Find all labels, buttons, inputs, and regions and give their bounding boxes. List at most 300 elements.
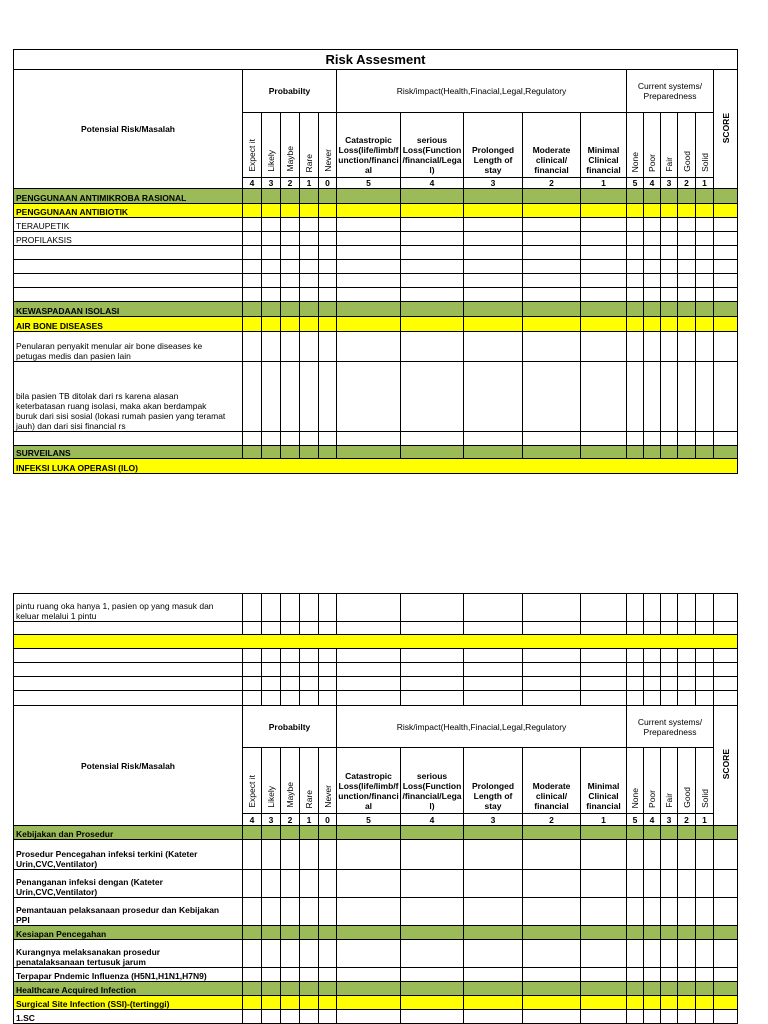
grid-cell: [401, 982, 464, 996]
grid-cell: [337, 594, 401, 622]
grid-cell: [523, 898, 581, 926]
grid-cell: [714, 317, 738, 332]
grid-cell: [319, 870, 337, 898]
grid-cell: [300, 677, 319, 691]
grid-cell: [523, 432, 581, 446]
value-maybe: 2: [281, 178, 300, 189]
header-maybe: Maybe: [281, 113, 300, 178]
grid-cell: [281, 663, 300, 677]
grid-cell: [300, 332, 319, 362]
grid-cell: [696, 940, 714, 968]
grid-cell: [581, 302, 627, 317]
value-solid: 1: [696, 178, 714, 189]
grid-cell: [696, 432, 714, 446]
row-antimikroba-rasional: PENGGUNAAN ANTIMIKROBA RASIONAL: [14, 189, 243, 204]
grid-cell: [696, 446, 714, 459]
grid-cell: [464, 826, 523, 840]
grid-cell: [262, 302, 281, 317]
grid-cell: [627, 232, 644, 246]
grid-cell: [281, 432, 300, 446]
table-row: [14, 940, 738, 968]
grid-cell: [644, 260, 661, 274]
grid-cell: [696, 246, 714, 260]
grid-cell: [281, 1010, 300, 1024]
header-moderate: Moderate clinical/ financial: [523, 748, 581, 814]
grid-cell: [661, 968, 678, 982]
table-row: [14, 317, 738, 332]
grid-cell: [581, 898, 627, 926]
grid-cell: [627, 189, 644, 204]
grid-cell: [281, 446, 300, 459]
grid-cell: [714, 663, 738, 677]
grid-cell: [696, 677, 714, 691]
grid-cell: [627, 432, 644, 446]
grid-cell: [696, 204, 714, 218]
grid-cell: [300, 622, 319, 635]
grid-cell: [300, 260, 319, 274]
table-row: [14, 362, 738, 432]
grid-cell: [696, 1010, 714, 1024]
grid-cell: [696, 870, 714, 898]
grid-cell: [661, 691, 678, 706]
grid-cell: [714, 940, 738, 968]
grid-cell: [714, 332, 738, 362]
grid-cell: [581, 996, 627, 1010]
grid-cell: [300, 189, 319, 204]
grid-cell: [319, 246, 337, 260]
value-fair: 3: [661, 178, 678, 189]
grid-cell: [337, 968, 401, 982]
grid-cell: [678, 362, 696, 432]
value-moderate: 2: [523, 178, 581, 189]
grid-cell: [661, 1010, 678, 1024]
grid-cell: [644, 446, 661, 459]
grid-cell: [523, 246, 581, 260]
header-rare: Rare: [300, 113, 319, 178]
grid-cell: [523, 649, 581, 663]
grid-cell: [714, 362, 738, 432]
table-row: [14, 332, 738, 362]
value-rare: 1: [300, 814, 319, 826]
grid-cell: [401, 594, 464, 622]
grid-cell: [678, 432, 696, 446]
grid-cell: [401, 898, 464, 926]
grid-cell: [714, 926, 738, 940]
grid-cell: [627, 1010, 644, 1024]
grid-cell: [262, 649, 281, 663]
value-good: 2: [678, 178, 696, 189]
row-empty: [14, 288, 243, 302]
grid-cell: [627, 996, 644, 1010]
grid-cell: [678, 246, 696, 260]
grid-cell: [243, 446, 262, 459]
grid-cell: [243, 898, 262, 926]
grid-cell: [401, 302, 464, 317]
value-serious: 4: [401, 178, 464, 189]
grid-cell: [523, 870, 581, 898]
risk-assessment-table-2: [13, 593, 738, 1024]
grid-cell: [464, 663, 523, 677]
grid-cell: [281, 622, 300, 635]
grid-cell: [337, 317, 401, 332]
grid-cell: [319, 260, 337, 274]
grid-cell: [262, 663, 281, 677]
grid-cell: [262, 246, 281, 260]
grid-cell: [262, 218, 281, 232]
grid-cell: [300, 940, 319, 968]
grid-cell: [581, 204, 627, 218]
grid-cell: [300, 302, 319, 317]
grid-cell: [319, 996, 337, 1010]
grid-cell: [523, 622, 581, 635]
grid-cell: [644, 691, 661, 706]
grid-cell: [464, 362, 523, 432]
grid-cell: [661, 663, 678, 677]
grid-cell: [401, 691, 464, 706]
grid-cell: [581, 1010, 627, 1024]
grid-cell: [661, 926, 678, 940]
header-expect-it: Expect it: [243, 748, 262, 814]
grid-cell: [281, 274, 300, 288]
grid-cell: [401, 663, 464, 677]
grid-cell: [243, 232, 262, 246]
row-empty: [14, 432, 243, 446]
row-sc: 1.SC: [14, 1010, 243, 1024]
grid-cell: [262, 982, 281, 996]
grid-cell: [262, 996, 281, 1010]
grid-cell: [319, 274, 337, 288]
header-serious: serious Loss(Function/financial/Legal): [401, 113, 464, 178]
grid-cell: [714, 870, 738, 898]
grid-cell: [627, 204, 644, 218]
grid-cell: [300, 274, 319, 288]
value-poor: 4: [644, 814, 661, 826]
grid-cell: [243, 432, 262, 446]
grid-cell: [627, 649, 644, 663]
grid-cell: [696, 594, 714, 622]
row-pemantauan: Pemantauan pelaksanaan prosedur dan Kebijakan PPI: [14, 898, 243, 926]
grid-cell: [644, 926, 661, 940]
grid-cell: [627, 982, 644, 996]
grid-cell: [464, 432, 523, 446]
grid-cell: [337, 332, 401, 362]
grid-cell: [281, 288, 300, 302]
grid-cell: [523, 1010, 581, 1024]
grid-cell: [401, 677, 464, 691]
grid-cell: [281, 691, 300, 706]
grid-cell: [678, 332, 696, 362]
grid-cell: [678, 982, 696, 996]
grid-cell: [714, 302, 738, 317]
table-row: [14, 302, 738, 317]
table-row: [14, 246, 738, 260]
grid-cell: [696, 332, 714, 362]
grid-cell: [581, 968, 627, 982]
grid-cell: [281, 332, 300, 362]
grid-cell: [281, 826, 300, 840]
table-row: [14, 446, 738, 459]
grid-cell: [627, 594, 644, 622]
grid-cell: [678, 189, 696, 204]
grid-cell: [678, 677, 696, 691]
grid-cell: [678, 940, 696, 968]
grid-cell: [714, 204, 738, 218]
grid-cell: [523, 840, 581, 870]
header-poor: Poor: [644, 113, 661, 178]
grid-cell: [661, 218, 678, 232]
grid-cell: [714, 274, 738, 288]
grid-cell: [319, 189, 337, 204]
table-row: [14, 635, 738, 649]
grid-cell: [464, 1010, 523, 1024]
grid-cell: [262, 840, 281, 870]
value-none: 5: [627, 814, 644, 826]
grid-cell: [319, 982, 337, 996]
table-row: [14, 459, 738, 474]
table-row: [14, 649, 738, 663]
grid-cell: [678, 926, 696, 940]
grid-cell: [581, 218, 627, 232]
grid-cell: [243, 204, 262, 218]
grid-cell: [523, 996, 581, 1010]
table-row: [14, 926, 738, 940]
grid-cell: [319, 691, 337, 706]
grid-cell: [696, 232, 714, 246]
value-likely: 3: [262, 178, 281, 189]
grid-cell: [678, 968, 696, 982]
grid-cell: [319, 926, 337, 940]
header-prolonged: Prolonged Length of stay: [464, 748, 523, 814]
value-catastropic: 5: [337, 178, 401, 189]
grid-cell: [281, 968, 300, 982]
row-air-bone-diseases: AIR BONE DISEASES: [14, 317, 243, 332]
grid-cell: [678, 1010, 696, 1024]
grid-cell: [319, 446, 337, 459]
grid-cell: [644, 649, 661, 663]
row-empty: [14, 274, 243, 288]
grid-cell: [714, 677, 738, 691]
grid-cell: [523, 926, 581, 940]
grid-cell: [243, 362, 262, 432]
grid-cell: [696, 898, 714, 926]
grid-cell: [300, 996, 319, 1010]
grid-cell: [300, 218, 319, 232]
header-potensial: Potensial Risk/Masalah: [14, 706, 243, 826]
grid-cell: [337, 204, 401, 218]
grid-cell: [300, 663, 319, 677]
grid-cell: [661, 622, 678, 635]
header-good: Good: [678, 113, 696, 178]
grid-cell: [281, 302, 300, 317]
grid-cell: [464, 274, 523, 288]
grid-cell: [262, 232, 281, 246]
grid-cell: [281, 649, 300, 663]
row-ilo: INFEKSI LUKA OPERASI (ILO): [14, 459, 738, 474]
grid-cell: [401, 246, 464, 260]
grid-cell: [262, 189, 281, 204]
grid-cell: [464, 898, 523, 926]
grid-cell: [696, 663, 714, 677]
grid-cell: [464, 317, 523, 332]
grid-cell: [714, 996, 738, 1010]
grid-cell: [281, 982, 300, 996]
grid-cell: [401, 218, 464, 232]
header-impact: Risk/impact(Health,Finacial,Legal,Regulatory: [337, 70, 627, 113]
grid-cell: [661, 898, 678, 926]
value-serious: 4: [401, 814, 464, 826]
grid-cell: [319, 204, 337, 218]
grid-cell: [300, 840, 319, 870]
grid-cell: [464, 940, 523, 968]
grid-cell: [319, 677, 337, 691]
grid-cell: [523, 446, 581, 459]
row-empty: [14, 622, 243, 635]
grid-cell: [661, 332, 678, 362]
grid-cell: [696, 968, 714, 982]
value-rare: 1: [300, 178, 319, 189]
grid-cell: [401, 232, 464, 246]
grid-cell: [262, 870, 281, 898]
grid-cell: [661, 317, 678, 332]
grid-cell: [523, 594, 581, 622]
grid-cell: [644, 870, 661, 898]
grid-cell: [714, 232, 738, 246]
grid-cell: [627, 302, 644, 317]
value-prolonged: 3: [464, 814, 523, 826]
header-systems: Current systems/ Preparedness: [627, 706, 714, 748]
table-row: [14, 218, 738, 232]
grid-cell: [319, 594, 337, 622]
grid-cell: [644, 677, 661, 691]
grid-cell: [337, 246, 401, 260]
grid-cell: [401, 317, 464, 332]
grid-cell: [627, 218, 644, 232]
grid-cell: [696, 926, 714, 940]
grid-cell: [581, 260, 627, 274]
grid-cell: [661, 677, 678, 691]
grid-cell: [300, 982, 319, 996]
grid-cell: [262, 622, 281, 635]
grid-cell: [464, 622, 523, 635]
row-empty: [14, 260, 243, 274]
grid-cell: [337, 677, 401, 691]
grid-cell: [627, 622, 644, 635]
header-none: None: [627, 113, 644, 178]
grid-cell: [281, 926, 300, 940]
grid-cell: [627, 677, 644, 691]
grid-cell: [243, 926, 262, 940]
grid-cell: [243, 302, 262, 317]
grid-cell: [678, 446, 696, 459]
grid-cell: [337, 432, 401, 446]
grid-cell: [714, 1010, 738, 1024]
grid-cell: [714, 826, 738, 840]
grid-cell: [523, 189, 581, 204]
grid-cell: [300, 232, 319, 246]
table-row: [14, 594, 738, 622]
grid-cell: [523, 362, 581, 432]
value-prolonged: 3: [464, 178, 523, 189]
value-minimal: 1: [581, 178, 627, 189]
grid-cell: [644, 940, 661, 968]
grid-cell: [696, 982, 714, 996]
grid-cell: [401, 649, 464, 663]
grid-cell: [300, 594, 319, 622]
value-maybe: 2: [281, 814, 300, 826]
grid-cell: [661, 246, 678, 260]
value-never: 0: [319, 814, 337, 826]
grid-cell: [661, 362, 678, 432]
grid-cell: [523, 288, 581, 302]
grid-cell: [281, 594, 300, 622]
grid-cell: [714, 594, 738, 622]
grid-cell: [627, 246, 644, 260]
grid-cell: [661, 649, 678, 663]
row-kewaspadaan-isolasi: KEWASPADAAN ISOLASI: [14, 302, 243, 317]
grid-cell: [337, 826, 401, 840]
table-row: [14, 232, 738, 246]
grid-cell: [661, 260, 678, 274]
value-solid: 1: [696, 814, 714, 826]
grid-cell: [401, 260, 464, 274]
grid-cell: [300, 446, 319, 459]
grid-cell: [627, 870, 644, 898]
grid-cell: [401, 332, 464, 362]
header-expect-it: Expect it: [243, 113, 262, 178]
grid-cell: [678, 649, 696, 663]
grid-cell: [281, 189, 300, 204]
grid-cell: [661, 189, 678, 204]
grid-cell: [401, 840, 464, 870]
grid-cell: [337, 232, 401, 246]
grid-cell: [523, 302, 581, 317]
grid-cell: [319, 232, 337, 246]
value-expect-it: 4: [243, 178, 262, 189]
grid-cell: [523, 940, 581, 968]
grid-cell: [243, 826, 262, 840]
grid-cell: [581, 274, 627, 288]
grid-cell: [678, 302, 696, 317]
grid-cell: [661, 982, 678, 996]
table-row: [14, 996, 738, 1010]
grid-cell: [243, 622, 262, 635]
grid-cell: [523, 826, 581, 840]
grid-cell: [243, 677, 262, 691]
grid-cell: [661, 594, 678, 622]
grid-cell: [714, 622, 738, 635]
table-row: [14, 982, 738, 996]
grid-cell: [661, 288, 678, 302]
grid-cell: [644, 302, 661, 317]
grid-cell: [401, 288, 464, 302]
grid-cell: [661, 826, 678, 840]
table-row: [14, 204, 738, 218]
grid-cell: [243, 246, 262, 260]
grid-cell: [696, 362, 714, 432]
grid-cell: [401, 968, 464, 982]
grid-cell: [661, 446, 678, 459]
grid-cell: [319, 840, 337, 870]
grid-cell: [262, 274, 281, 288]
table-row: [14, 826, 738, 840]
grid-cell: [337, 302, 401, 317]
grid-cell: [581, 926, 627, 940]
row-penanganan-infeksi: Penanganan infeksi dengan (Kateter Urin,CVC,Ventilator): [14, 870, 243, 898]
grid-cell: [714, 218, 738, 232]
grid-cell: [661, 274, 678, 288]
header-likely: Likely: [262, 113, 281, 178]
grid-cell: [696, 274, 714, 288]
